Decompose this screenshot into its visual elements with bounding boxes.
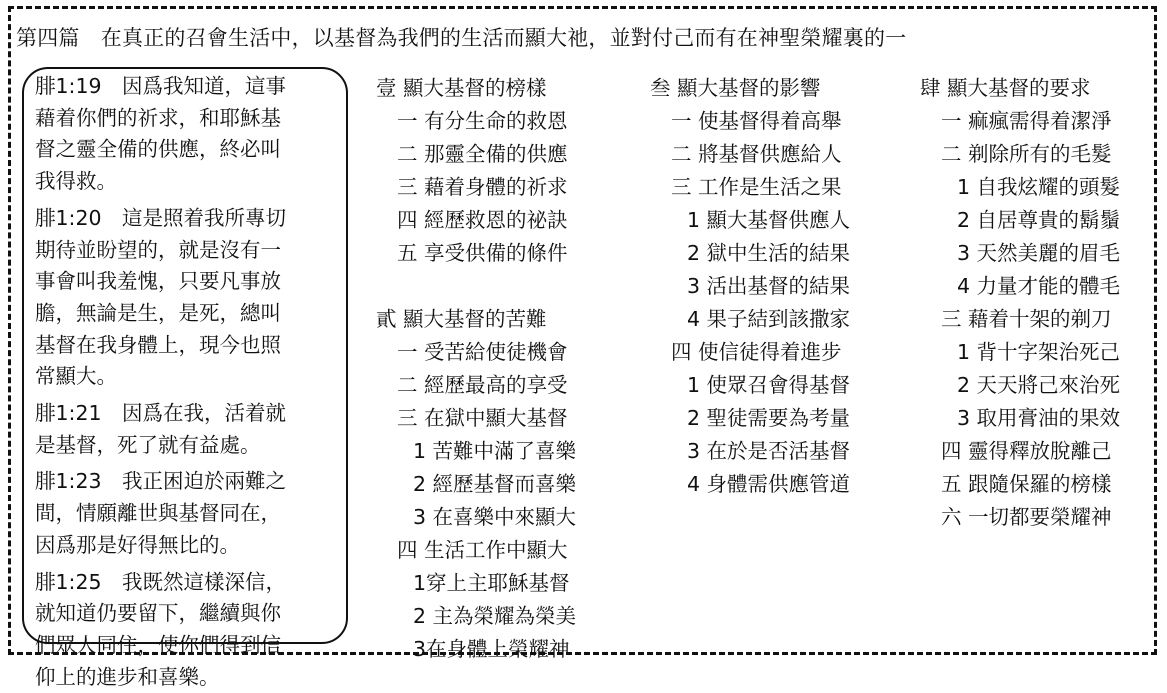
outline-subpoint: 2 聖徒需要為考量: [687, 406, 851, 430]
page-title: 第四篇 在真正的召會生活中，以基督為我們的生活而顯大祂，並對付己而有在神聖榮耀裏的一: [16, 26, 907, 50]
outline-subpoint: 3在身體上榮耀神: [413, 637, 570, 661]
outline-point: 三 工作是生活之果: [671, 175, 842, 199]
verse-line: 膽，無論是生，是死，總叫: [35, 300, 281, 325]
verse-line: 期待並盼望的，就是沒有一: [35, 237, 281, 262]
outline-point: 四 使信徒得着進步: [671, 340, 842, 364]
outline-heading: 壹 顯大基督的榜樣: [376, 76, 547, 100]
outline-column-2: [650, 72, 850, 501]
verse-line: 因爲那是好得無比的。: [35, 532, 240, 557]
outline-subpoint: 3 活出基督的結果: [687, 274, 851, 298]
outline-subpoint: 2 經歷基督而喜樂: [413, 472, 577, 496]
outline-point: 一 受苦給使徒機會: [397, 340, 568, 364]
outline-subpoint: 1 顯大基督供應人: [687, 208, 851, 232]
outline-point: 一 有分生命的救恩: [397, 109, 568, 133]
outline-point: 二 經歷最高的享受: [397, 373, 568, 397]
verse-line: 腓1:21 因爲在我，活着就: [35, 401, 287, 426]
outline-point: 三 藉着十架的剃刀: [941, 307, 1112, 331]
outline-subpoint: 4 身體需供應管道: [687, 472, 851, 496]
verse-line: 事會叫我羞愧，只要凡事放: [35, 269, 281, 294]
outline-subpoint: 2 天天將己來治死: [957, 373, 1121, 397]
verse-line: 仰上的進步和喜樂。: [35, 664, 220, 689]
outline-subpoint: 3 在於是否活基督: [687, 439, 851, 463]
outline-subpoint: 1穿上主耶穌基督: [413, 571, 570, 595]
verse-line: 們眾人同住，使你們得到信: [35, 632, 281, 657]
verse-block: [35, 203, 346, 393]
verse-line: 常顯大。: [35, 364, 117, 389]
outline-subpoint: 3 天然美麗的眉毛: [957, 241, 1121, 265]
verse-line: 腓1:23 我正困迫於兩難之: [35, 469, 287, 494]
verse-line: 間，情願離世與基督同在，: [35, 501, 281, 526]
outline-point: 三 藉着身體的祈求: [397, 175, 568, 199]
outline-subpoint: 2 獄中生活的結果: [687, 241, 851, 265]
outline-subpoint: 1 自我炫耀的頭髮: [957, 175, 1121, 199]
verse-block: [35, 567, 346, 693]
outline-point: 五 享受供備的條件: [397, 241, 568, 265]
outline-point: 四 生活工作中顯大: [397, 538, 568, 562]
outline-point: 二 剃除所有的毛髮: [941, 142, 1112, 166]
outline-column-3: [920, 72, 1120, 534]
outline-point: 四 經歷救恩的祕訣: [397, 208, 568, 232]
outline-point: 四 靈得釋放脫離己: [941, 439, 1112, 463]
outline-heading: 貳 顯大基督的苦難: [376, 307, 547, 331]
outline-subpoint: 3 取用膏油的果效: [957, 406, 1121, 430]
outline-point: 五 跟隨保羅的榜樣: [941, 472, 1112, 496]
verse-panel: [22, 67, 348, 689]
outline-subpoint: 3 在喜樂中來顯大: [413, 505, 577, 529]
outline-point: 一 使基督得着高舉: [671, 109, 842, 133]
verse-block: [35, 398, 346, 461]
verse-block: [35, 71, 346, 198]
verse-line: 腓1:19 因爲我知道，這事: [35, 74, 287, 98]
outline-subpoint: 4 力量才能的體毛: [957, 274, 1121, 298]
verse-line: 腓1:20 這是照着我所專切: [35, 205, 287, 230]
verse-line: 就知道仍要留下，繼續與你: [35, 601, 281, 626]
outline-subpoint: 4 果子結到該撒家: [687, 307, 851, 331]
outline-point: 一 痲瘋需得着潔淨: [941, 109, 1112, 133]
verse-line: 腓1:25 我既然這樣深信，: [35, 569, 287, 594]
outline-heading: 叁 顯大基督的影響: [650, 76, 821, 100]
spacer: [376, 270, 576, 303]
outline-heading: 肆 顯大基督的要求: [920, 76, 1091, 100]
verse-line: 是基督，死了就有益處。: [35, 432, 261, 457]
outline-column-1: [376, 72, 576, 666]
outline-point: 二 那靈全備的供應: [397, 142, 568, 166]
verse-line: 督之靈全備的供應，終必叫: [35, 137, 281, 162]
verse-line: 藉着你們的祈求，和耶穌基: [35, 105, 281, 130]
outline-subpoint: 1 使眾召會得基督: [687, 373, 851, 397]
verse-line: 我得救。: [35, 169, 117, 194]
outline-subpoint: 2 自居尊貴的鬍鬚: [957, 208, 1121, 232]
outline-subpoint: 2 主為榮耀為榮美: [413, 604, 577, 628]
outline-point: 二 將基督供應給人: [671, 142, 842, 166]
outline-point: 六 一切都要榮耀神: [941, 505, 1112, 529]
outline-point: 三 在獄中顯大基督: [397, 406, 568, 430]
outline-subpoint: 1 背十字架治死己: [957, 340, 1121, 364]
verse-block: [35, 466, 346, 561]
outline-subpoint: 1 苦難中滿了喜樂: [413, 439, 577, 463]
verse-line: 基督在我身體上，現今也照: [35, 332, 281, 357]
